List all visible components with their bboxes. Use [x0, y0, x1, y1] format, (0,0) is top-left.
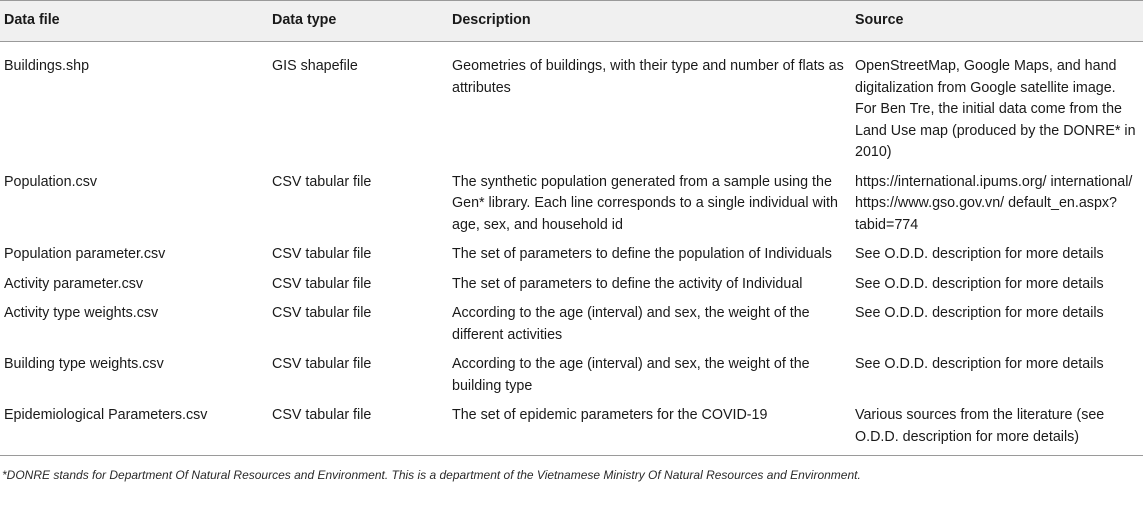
table-row	[0, 241, 1143, 271]
header-row	[0, 1, 1143, 42]
cell-source: See O.D.D. description for more details	[855, 275, 1104, 292]
cell-data-type: CSV tabular file	[272, 407, 372, 423]
cell-data-type: CSV tabular file	[272, 356, 372, 372]
cell-source: See O.D.D. description for more details	[855, 356, 1104, 372]
cell-data-file: Building type weights.csv	[4, 356, 164, 372]
cell-description: The synthetic population generated from a sample using the Gen* library. Each line corresponds to a single individual with age, sex, and household id	[452, 173, 838, 233]
table-footnote: *DONRE stands for Department Of Natural Resources and Environment. This is a department of the Vietnamese Ministry Of Natural Resources and Environment.	[2, 468, 861, 482]
cell-data-file: Activity type weights.csv	[4, 305, 159, 321]
header-data-file: Data file	[4, 12, 60, 29]
cell-source: See O.D.D. description for more details	[855, 246, 1104, 262]
table-header	[0, 1, 1143, 42]
cell-description: According to the age (interval) and sex, the weight of the building type	[452, 356, 810, 394]
header-data-type: Data type	[272, 12, 337, 29]
cell-data-type: CSV tabular file	[272, 246, 372, 262]
table-row	[0, 300, 1143, 351]
cell-data-file: Population parameter.csv	[4, 246, 166, 262]
cell-data-file: Population.csv	[4, 173, 97, 190]
table-row	[0, 271, 1143, 301]
cell-description: According to the age (interval) and sex, the weight of the different activities	[452, 305, 810, 343]
cell-data-type: CSV tabular file	[272, 305, 372, 321]
table-row	[0, 42, 1143, 169]
table-row	[0, 402, 1143, 456]
table-body	[0, 42, 1143, 456]
cell-description: The set of parameters to define the activity of Individual	[452, 275, 803, 292]
cell-source: OpenStreetMap, Google Maps, and hand digitalization from Google satellite image. For Ben Tre, the initial data come from the Land Use map (produced by the DONRE* in 2010)	[855, 58, 1136, 160]
table-row	[0, 351, 1143, 402]
cell-data-type: GIS shapefile	[272, 58, 358, 74]
header-source: Source	[855, 12, 904, 29]
cell-description: Geometries of buildings, with their type and number of flats as attributes	[452, 58, 844, 96]
table-row	[0, 169, 1143, 242]
cell-data-file: Activity parameter.csv	[4, 275, 144, 292]
header-description: Description	[452, 12, 531, 29]
cell-source: https://international.ipums.org/ international/ https://www.gso.gov.vn/ default_en.aspx?tabid=774	[855, 173, 1133, 233]
cell-source: Various sources from the literature (see O.D.D. description for more details)	[855, 407, 1105, 445]
cell-data-file: Epidemiological Parameters.csv	[4, 407, 208, 423]
cell-source: See O.D.D. description for more details	[855, 305, 1104, 321]
cell-description: The set of parameters to define the population of Individuals	[452, 246, 832, 262]
cell-data-type: CSV tabular file	[272, 275, 372, 292]
cell-data-type: CSV tabular file	[272, 173, 372, 190]
cell-data-file: Buildings.shp	[4, 58, 90, 74]
cell-description: The set of epidemic parameters for the COVID-19	[452, 407, 768, 423]
